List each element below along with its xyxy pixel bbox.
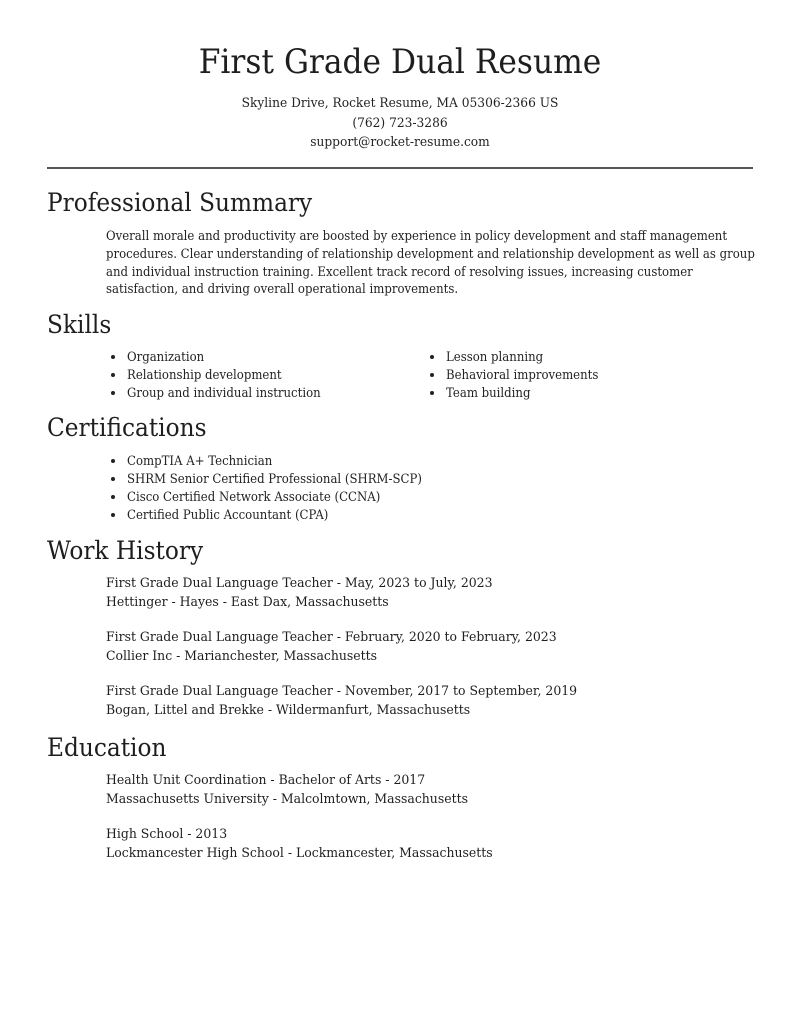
certification-item: Cisco Certified Network Associate (CCNA) (106, 488, 444, 506)
bullet-icon (111, 513, 115, 517)
bullet-icon (111, 355, 115, 359)
summary-heading: Professional Summary (47, 188, 313, 217)
phone: (762) 723-3286 (352, 115, 448, 131)
employer-location: Bogan, Littel and Brekke - Wildermanfurt, Massachusetts (106, 703, 471, 718)
skills-heading: Skills (47, 310, 112, 339)
bullet-icon (430, 391, 434, 395)
job-title-dates: First Grade Dual Language Teacher - May, 2023 to July, 2023 (106, 576, 493, 591)
certifications-list (106, 452, 444, 524)
skills-list-right (425, 348, 610, 402)
bullet-icon (111, 495, 115, 499)
email: support@rocket-resume.com (310, 135, 490, 150)
bullet-icon (430, 373, 434, 377)
skill-item: Organization (106, 348, 335, 366)
resume-name: First Grade Dual Resume (198, 42, 602, 82)
certification-item: CompTIA A+ Technician (106, 452, 444, 470)
skills-list-left (106, 348, 335, 402)
skill-item: Lesson planning (425, 348, 610, 366)
school-location: Lockmancester High School - Lockmancester, Massachusetts (106, 846, 493, 861)
job-title-dates: First Grade Dual Language Teacher - February, 2020 to February, 2023 (106, 630, 557, 645)
bullet-icon (111, 477, 115, 481)
degree-year: High School - 2013 (106, 827, 228, 842)
education-heading: Education (47, 733, 167, 762)
bullet-icon (111, 391, 115, 395)
school-location: Massachusetts University - Malcolmtown, Massachusetts (106, 792, 469, 807)
work-entry (106, 682, 613, 720)
job-title-dates: First Grade Dual Language Teacher - November, 2017 to September, 2019 (106, 684, 578, 699)
education-entry (106, 825, 522, 863)
skill-item: Team building (425, 384, 610, 402)
degree-year: Health Unit Coordination - Bachelor of Arts - 2017 (106, 773, 426, 788)
skill-item: Group and individual instruction (106, 384, 335, 402)
address: Skyline Drive, Rocket Resume, MA 05306-2366 US (241, 96, 559, 111)
header-divider (47, 167, 753, 169)
resume-header (0, 40, 800, 153)
education-entry (106, 771, 495, 809)
employer-location: Hettinger - Hayes - East Dax, Massachusetts (106, 595, 389, 610)
certifications-heading: Certifications (47, 413, 207, 442)
work-entry (106, 628, 591, 666)
bullet-icon (111, 459, 115, 463)
skill-item: Behavioral improvements (425, 366, 610, 384)
work-entry (106, 574, 522, 612)
bullet-icon (430, 355, 434, 359)
employer-location: Collier Inc - Marianchester, Massachusetts (106, 649, 378, 664)
certification-item: SHRM Senior Certified Professional (SHRM-SCP) (106, 470, 444, 488)
work-history-heading: Work History (47, 536, 204, 565)
summary-text: Overall morale and productivity are boosted by experience in policy development and staff management procedures. Clear understanding of relationship development and relationship development as well as group and individual instruction training. Excellent track record of resolving issues, increasing customer satisfaction, and driving overall operational improvements. (106, 228, 755, 297)
skill-item: Relationship development (106, 366, 335, 384)
certification-item: Certified Public Accountant (CPA) (106, 506, 444, 524)
bullet-icon (111, 373, 115, 377)
